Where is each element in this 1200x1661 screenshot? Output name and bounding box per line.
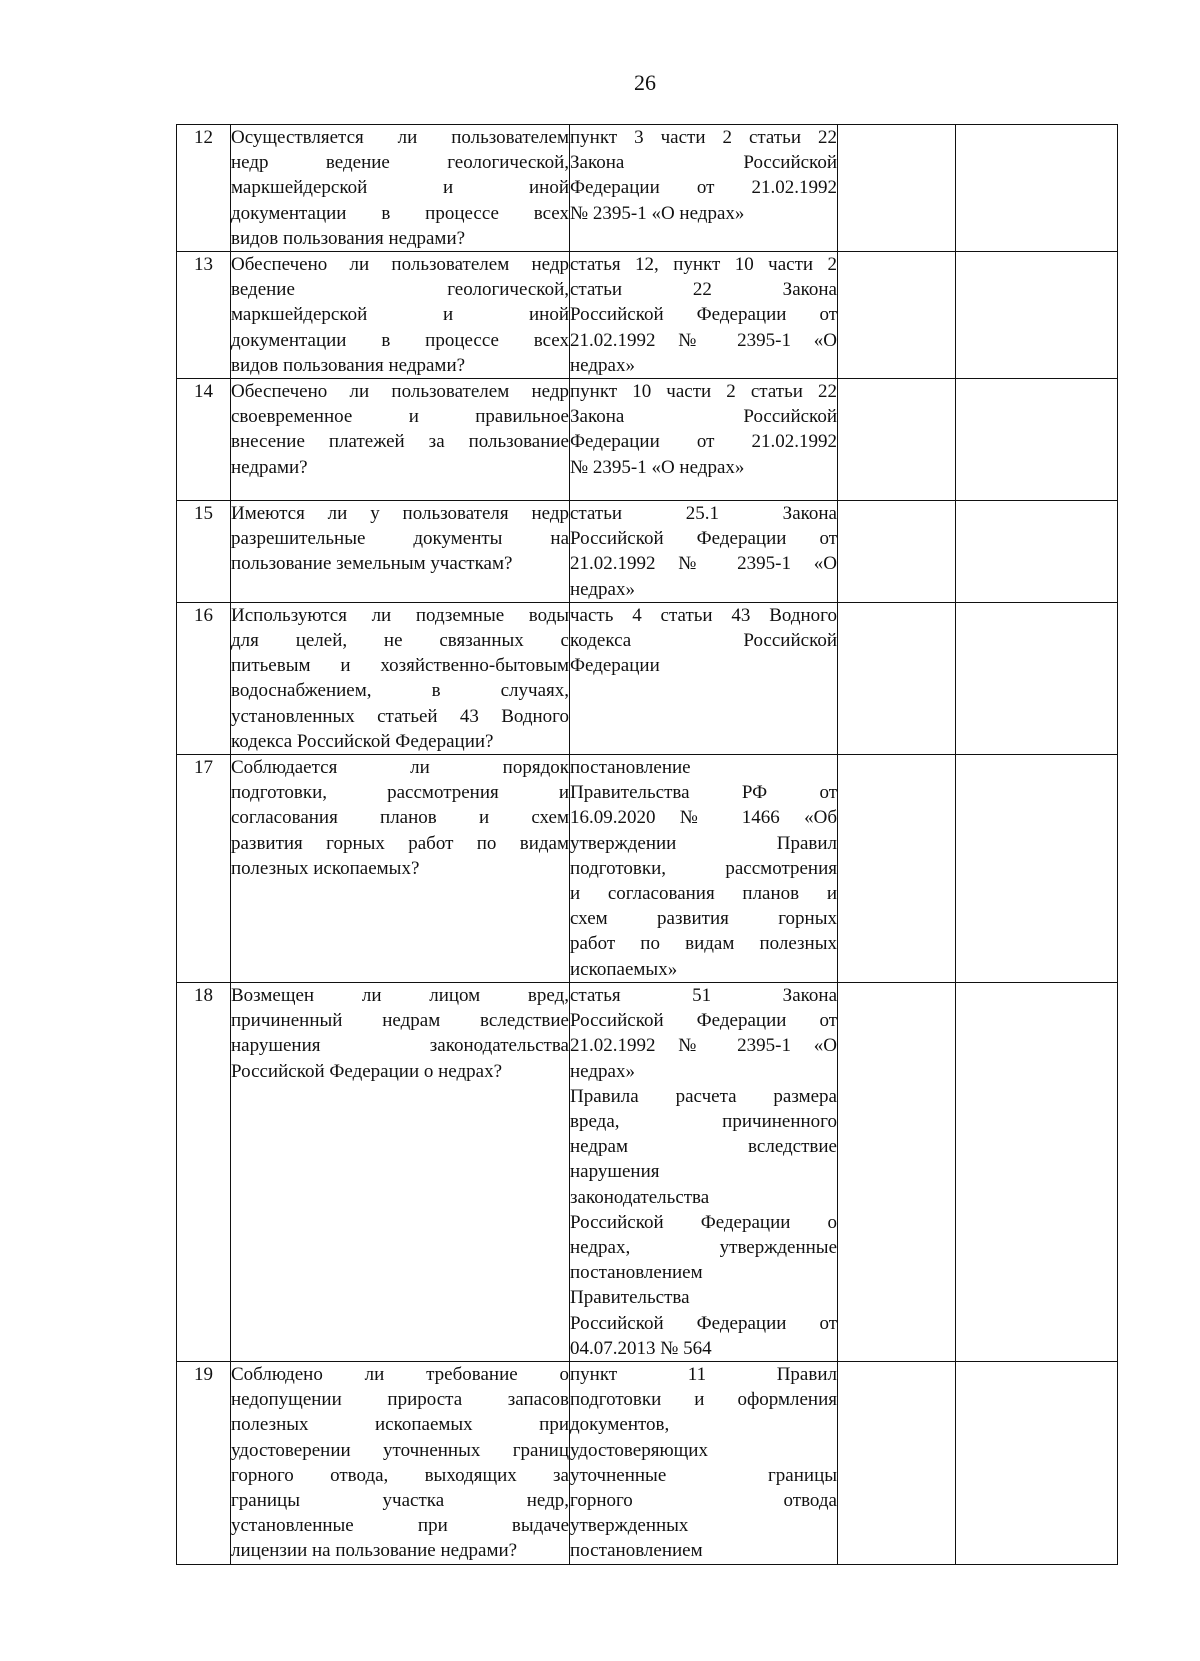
reference-line: статья 12, пункт 10 части 2: [570, 254, 837, 276]
reference-line: пункт 10 части 2 статьи 22: [570, 381, 837, 403]
reference-line: Федерации: [570, 655, 660, 677]
reference-line: недрах»: [570, 354, 635, 376]
table-row: [177, 379, 1118, 501]
reference-line: документов,: [570, 1414, 670, 1436]
table-row: [177, 252, 1118, 379]
question-line: для целей, не связанных с: [231, 630, 569, 652]
question-cell: [231, 252, 570, 379]
reference-line: схем развития горных: [570, 908, 837, 930]
reference-cell: [570, 379, 838, 501]
table-row: [177, 982, 1118, 1361]
reference-line: 21.02.1992 № 2395-1 «О: [570, 553, 837, 575]
question-line: водоснабжением, в случаях,: [231, 680, 569, 702]
question-line: полезных ископаемых при: [231, 1414, 569, 1436]
row-number: 15: [177, 501, 231, 603]
answer-cell: [838, 755, 956, 983]
reference-line: подготовки и оформления: [570, 1389, 837, 1411]
note-cell: [956, 379, 1118, 501]
table-row: [177, 755, 1118, 983]
answer-cell: [838, 379, 956, 501]
note-cell: [956, 252, 1118, 379]
question-line: Имеются ли у пользователя недр: [231, 503, 569, 525]
reference-line: 21.02.1992 № 2395-1 «О: [570, 1035, 837, 1057]
question-line: удостоверении уточненных границ: [231, 1439, 569, 1461]
reference-line: статьи 25.1 Закона: [570, 503, 837, 525]
question-line: подготовки, рассмотрения и: [231, 782, 569, 804]
reference-line: Правительства РФ от: [570, 782, 837, 804]
question-line: Возмещен ли лицом вред,: [231, 984, 569, 1006]
question-line: недрами?: [231, 456, 308, 478]
question-line: развития горных работ по видам: [231, 832, 569, 854]
reference-line: недрах»: [570, 578, 635, 600]
note-cell: [956, 982, 1118, 1361]
reference-line: законодательства: [570, 1186, 710, 1208]
answer-cell: [838, 501, 956, 603]
question-line: границы участка недр,: [231, 1489, 569, 1511]
reference-line: вреда, причиненного: [570, 1110, 837, 1132]
reference-cell: [570, 982, 838, 1361]
row-number: 13: [177, 252, 231, 379]
question-line: установленные при выдаче: [231, 1515, 569, 1537]
reference-line: утверждении Правил: [570, 832, 837, 854]
reference-line: Российской Федерации от: [570, 1312, 837, 1334]
table-row: [177, 1361, 1118, 1564]
reference-line: 04.07.2013 № 564: [570, 1337, 712, 1359]
answer-cell: [838, 125, 956, 252]
question-line: Соблюдено ли требование о: [231, 1363, 569, 1385]
question-cell: [231, 1361, 570, 1564]
reference-line: Российской Федерации от: [570, 528, 837, 550]
question-line: Осуществляется ли пользователем: [231, 127, 569, 148]
reference-cell: [570, 602, 838, 754]
page-number: 26: [634, 70, 656, 95]
reference-line: горного отвода: [570, 1489, 837, 1511]
reference-cell: [570, 252, 838, 379]
question-line: Используются ли подземные воды: [231, 604, 569, 626]
question-cell: [231, 755, 570, 983]
note-cell: [956, 602, 1118, 754]
question-line: внесение платежей за пользование: [231, 431, 569, 453]
reference-line: кодекса Российской: [570, 630, 837, 652]
question-line: питьевым и хозяйственно-бытовым: [231, 655, 569, 677]
question-line: горного отвода, выходящих за: [231, 1464, 569, 1486]
question-line: установленных статьей 43 Водного: [231, 705, 569, 727]
question-line: маркшейдерской и иной: [231, 177, 569, 199]
reference-line: уточненные границы: [570, 1464, 837, 1486]
question-line: лицензии на пользование недрами?: [231, 1540, 518, 1562]
question-line: видов пользования недрами?: [231, 354, 466, 376]
checklist-table: [176, 124, 1118, 1565]
reference-line: Федерации от 21.02.1992: [570, 177, 837, 199]
row-number: 14: [177, 379, 231, 501]
note-cell: [956, 755, 1118, 983]
question-line: видов пользования недрами?: [231, 227, 466, 249]
answer-cell: [838, 602, 956, 754]
row-number: 17: [177, 755, 231, 983]
question-line: нарушения законодательства: [231, 1035, 569, 1057]
reference-line: Российской Федерации от: [570, 1010, 837, 1032]
reference-line: Правительства: [570, 1287, 690, 1309]
table-row: [177, 602, 1118, 754]
reference-line: № 2395-1 «О недрах»: [570, 202, 745, 224]
question-line: недр ведение геологической,: [231, 152, 569, 174]
question-line: документации в процессе всех: [231, 329, 569, 351]
question-line: Соблюдается ли порядок: [231, 757, 569, 779]
question-line: кодекса Российской Федерации?: [231, 730, 494, 752]
reference-line: Федерации от 21.02.1992: [570, 431, 837, 453]
reference-line: пункт 11 Правил: [570, 1363, 837, 1385]
reference-line: статьи 22 Закона: [570, 279, 837, 301]
reference-line: Закона Российской: [570, 406, 837, 428]
reference-cell: [570, 1361, 838, 1564]
question-line: своевременное и правильное: [231, 406, 569, 428]
table-row: [177, 125, 1118, 252]
question-cell: [231, 501, 570, 603]
answer-cell: [838, 982, 956, 1361]
reference-line: Российской Федерации о: [570, 1211, 837, 1233]
reference-line: № 2395-1 «О недрах»: [570, 456, 745, 478]
question-line: пользование земельным участкам?: [231, 553, 513, 575]
reference-line: недрам вследствие: [570, 1136, 837, 1158]
reference-line: постановлением: [570, 1262, 703, 1284]
table-row: [177, 501, 1118, 603]
row-number: 19: [177, 1361, 231, 1564]
question-line: недопущении прироста запасов: [231, 1389, 569, 1411]
reference-line: постановление: [570, 757, 691, 779]
question-cell: [231, 602, 570, 754]
question-line: маркшейдерской и иной: [231, 304, 569, 326]
note-cell: [956, 1361, 1118, 1564]
reference-line: утвержденных: [570, 1515, 689, 1537]
reference-line: нарушения: [570, 1161, 660, 1183]
reference-cell: [570, 501, 838, 603]
reference-line: недрах, утвержденные: [570, 1236, 837, 1258]
reference-line: Российской Федерации от: [570, 304, 837, 326]
row-number: 18: [177, 982, 231, 1361]
reference-line: часть 4 статьи 43 Водного: [570, 604, 837, 626]
row-number: 12: [177, 125, 231, 252]
reference-line: Правила расчета размера: [570, 1085, 837, 1107]
reference-line: пункт 3 части 2 статьи 22: [570, 127, 837, 148]
question-line: ведение геологической,: [231, 279, 569, 301]
question-cell: [231, 379, 570, 501]
note-cell: [956, 125, 1118, 252]
reference-line: удостоверяющих: [570, 1439, 708, 1461]
reference-line: постановлением: [570, 1540, 703, 1562]
question-cell: [231, 125, 570, 252]
question-cell: [231, 982, 570, 1361]
question-line: полезных ископаемых?: [231, 857, 420, 879]
note-cell: [956, 501, 1118, 603]
question-line: разрешительные документы на: [231, 528, 569, 550]
reference-line: 16.09.2020 № 1466 «Об: [570, 807, 837, 829]
question-line: Обеспечено ли пользователем недр: [231, 381, 569, 403]
reference-line: недрах»: [570, 1060, 635, 1082]
reference-line: работ по видам полезных: [570, 933, 837, 955]
question-line: согласования планов и схем: [231, 807, 569, 829]
reference-line: подготовки, рассмотрения: [570, 857, 837, 879]
reference-line: статья 51 Закона: [570, 984, 837, 1006]
reference-line: и согласования планов и: [570, 883, 837, 905]
answer-cell: [838, 252, 956, 379]
question-line: документации в процессе всех: [231, 202, 569, 224]
reference-cell: [570, 755, 838, 983]
reference-line: Закона Российской: [570, 152, 837, 174]
reference-line: 21.02.1992 № 2395-1 «О: [570, 329, 837, 351]
question-line: причиненный недрам вследствие: [231, 1010, 569, 1032]
reference-line: ископаемых»: [570, 958, 678, 980]
reference-cell: [570, 125, 838, 252]
question-line: Российской Федерации о недрах?: [231, 1060, 503, 1082]
question-line: Обеспечено ли пользователем недр: [231, 254, 569, 276]
answer-cell: [838, 1361, 956, 1564]
row-number: 16: [177, 602, 231, 754]
